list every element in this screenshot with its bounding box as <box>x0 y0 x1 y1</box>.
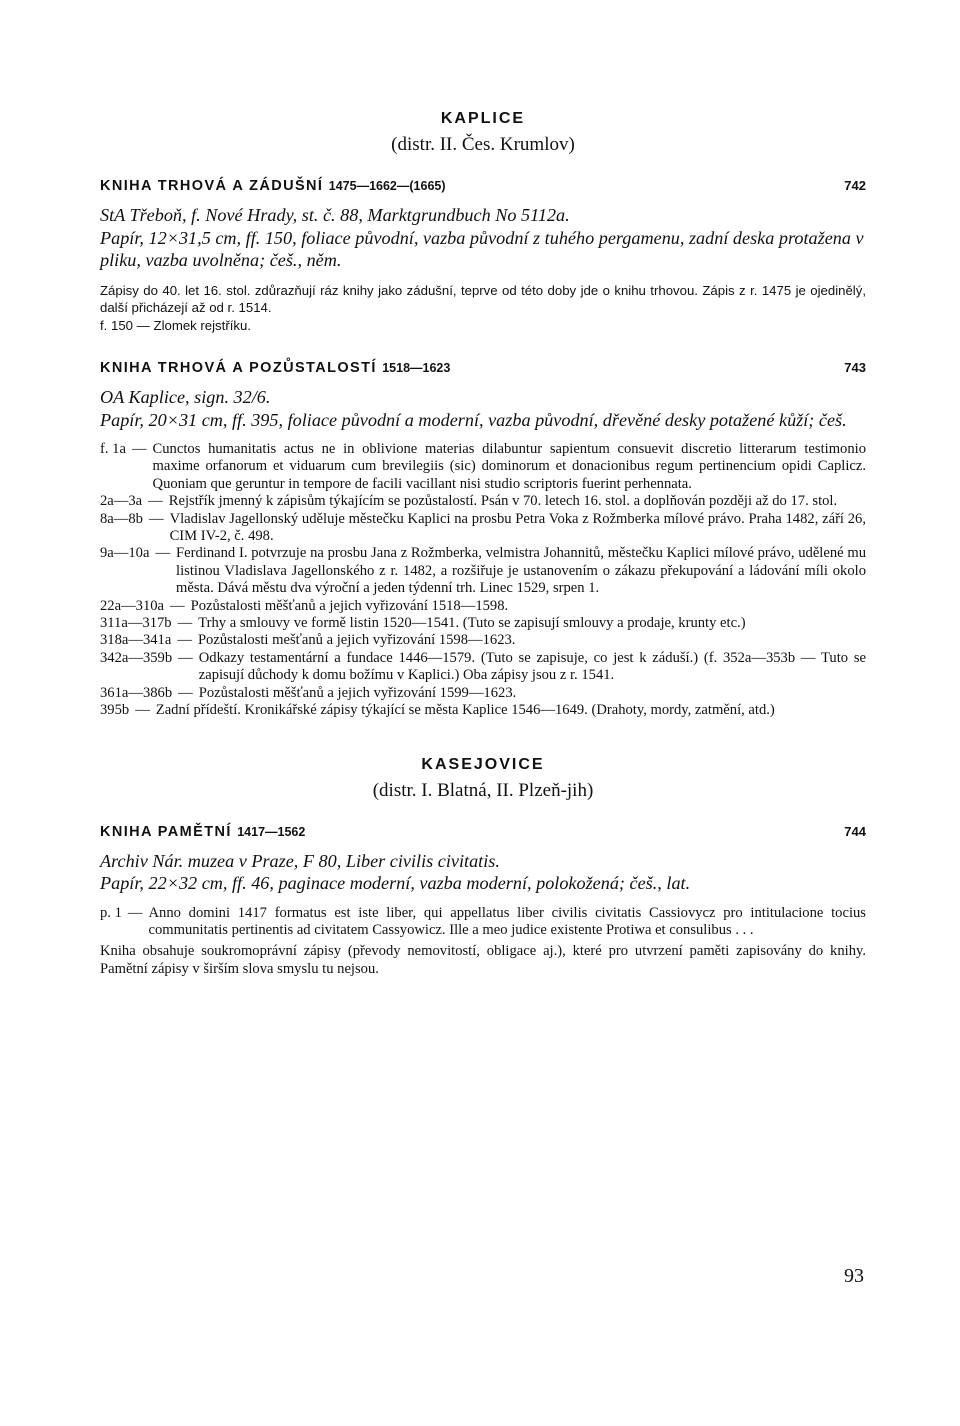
district-kasejovice: (distr. I. Blatná, II. Plzeň-jih) <box>372 779 594 801</box>
folio-reference: f. 1a <box>100 441 126 457</box>
folio-reference: 361a—386b <box>100 684 173 701</box>
folio-reference: 8a—8b <box>100 510 143 527</box>
folio-entries-743 <box>100 441 866 720</box>
book-years: 1417—1562 <box>237 824 306 839</box>
page-number: 93 <box>844 1265 864 1287</box>
book-years: 1475—1662—(1665) <box>328 179 446 193</box>
archive-reference: OA Kaplice, sign. 32/6. <box>100 387 271 407</box>
book-title: KNIHA TRHOVÁ A POZŮSTALOSTÍ <box>100 360 377 376</box>
town-heading-kasejovice: KASEJOVICE <box>421 755 545 773</box>
book-heading-742 <box>100 178 866 194</box>
folio-reference: 342a—359b <box>100 649 173 666</box>
folio-entry: 2a—3a — Rejstřík jmenný k zápisům týkajícím se pozůstalostí. Psán v 70. letech 16. stol. a doplňován později až do 17. stol. <box>100 493 866 510</box>
folio-entry: 395b — Zadní přídeští. Kronikářské zápisy týkající se města Kaplice 1546—1649. (Drahoty, mordy, zatmění, atd.) <box>100 702 866 719</box>
folio-text: Trhy a smlouvy ve formě listin 1520—1541. (Tuto se zapisují smlouvy a prodaje, krunty etc.) <box>198 615 746 632</box>
folio-reference: 9a—10a <box>100 545 150 562</box>
town-heading-kaplice: KAPLICE <box>440 110 526 127</box>
book-years: 1518—1623 <box>382 361 451 375</box>
book-source-742 <box>100 204 866 272</box>
folio-entry: 8a—8b — Vladislav Jagellonský uděluje městečku Kaplici na prosbu Petra Voka z Rožmberka mílové právo. Praha 1482, září 26, CIM IV-2, č. 498. <box>100 510 866 545</box>
folio-entry: 318a—341a — Pozůstalosti mešťanů a jejich vyřizování 1598—1623. <box>100 632 866 649</box>
folio-reference: 22a—310a <box>100 597 165 614</box>
folio-reference: 318a—341a <box>100 632 172 649</box>
book-source-744 <box>100 850 866 895</box>
book-heading-743 <box>100 360 866 376</box>
book-heading-744 <box>100 824 866 840</box>
book-source-743 <box>100 386 866 431</box>
archive-reference: Archiv Nár. muzea v Praze, F 80, Liber civilis civitatis. <box>100 850 500 871</box>
folio-entry: 22a—310a — Pozůstalosti měšťanů a jejich vyřizování 1518—1598. <box>100 598 866 615</box>
book-title: KNIHA PAMĚTNÍ <box>100 823 232 840</box>
note-paragraph: f. 150 — Zlomek rejstříku. <box>100 317 251 333</box>
closing-note: Kniha obsahuje soukromoprávní zápisy (převody nemovitostí, obligace aj.), které pro utvrzení paměti zapisovány do knihy. Pamětní zápisy v širším slova smyslu tu nejsou. <box>100 943 866 977</box>
folio-text: Cunctos humanitatis actus ne in oblivione materias dilabuntur sapientum consuevit discretio litterarum testimonio maxime orfanorum et viduarum cum brevilegiis (sic) dominorum et donacionibus regum pertinencium opidi Caplicz. Quoniam que geruntur in tempore de facili vacillant nisi studio scriptoris fuerint perhennata. <box>152 441 866 492</box>
page-content <box>100 110 866 979</box>
folio-entry: f. 1a — Cunctos humanitatis actus ne in oblivione materias dilabuntur sapientum consuevit discretio litterarum testimonio maxime orfanorum et viduarum cum brevilegiis (sic) dominorum et donacionibus regum pertinencium opidi Caplicz. Quoniam que geruntur in tempore de facili vacillant nisi studio scriptoris fuerint perhennata. <box>100 441 866 492</box>
folio-entry: 361a—386b — Pozůstalosti měšťanů a jejich vyřizování 1599—1623. <box>100 685 866 702</box>
folio-text: Rejstřík jmenný k zápisům týkajícím se pozůstalostí. Psán v 70. letech 16. stol. a doplňován později až do 17. stol. <box>168 493 838 510</box>
folio-entry: p. 1 — Anno domini 1417 formatus est iste liber, qui appellatus liber civilis civitatis Cassiovycz pro intitulacione tocius communitatis pertinentis ad civitatem Cassyowicz. Ille a meo judice existente Protiwa et consulibus . . . <box>100 904 866 938</box>
folio-text: Zadní přídeští. Kronikářské zápisy týkající se města Kaplice 1546—1649. (Drahoty, mordy, zatmění, atd.) <box>155 702 775 719</box>
district-kaplice: (distr. II. Čes. Krumlov) <box>391 134 575 155</box>
folio-text: Odkazy testamentární a fundace 1446—1579. (Tuto se zapisuje, co jest k záduší.) (f. 352a—353b — Tuto se zapisují důchody k domu božímu v Kaplici.) Oba zápisy jsou z r. 1541. <box>198 649 866 684</box>
book-title: KNIHA TRHOVÁ A ZÁDUŠNÍ <box>100 178 324 194</box>
folio-text: Vladislav Jagellonský uděluje městečku Kaplici na prosbu Petra Voka z Rožmberka mílové právo. Praha 1482, září 26, CIM IV-2, č. 498. <box>169 510 866 545</box>
book-number: 743 <box>844 360 866 375</box>
folio-entry: 342a—359b — Odkazy testamentární a fundace 1446—1579. (Tuto se zapisuje, co jest k záduší.) (f. 352a—353b — Tuto se zapisují důchody k domu božímu v Kaplici.) Oba zápisy jsou z r. 1541. <box>100 649 866 684</box>
folio-reference: 395b <box>100 702 130 719</box>
folio-reference: 2a—3a <box>100 493 143 510</box>
book-number: 742 <box>844 178 866 193</box>
folio-text: Pozůstalosti měšťanů a jejich vyřizování 1518—1598. <box>190 597 509 614</box>
folio-entries-744 <box>100 905 866 940</box>
folio-text: Ferdinand I. potvrzuje na prosbu Jana z Rožmberka, velmistra Johannitů, městečku Kaplici mílové právo, udělené mu listinou Vladislava Jagellonského z r. 1482, a rozšiřuje je ustanovením o zákazu překupování a ládování míli okolo města. Dává městu dva výroční a jeden týdenní trh. Linec 1529, srpen 1. <box>176 545 866 597</box>
physical-description: Papír, 20×31 cm, ff. 395, foliace původní a moderní, vazba původní, dřevěné desky potažené kůží; češ. <box>100 409 847 430</box>
folio-entry: 311a—317b — Trhy a smlouvy ve formě listin 1520—1541. (Tuto se zapisují smlouvy a prodaje, krunty etc.) <box>100 615 866 632</box>
archive-reference: StA Třeboň, f. Nové Hrady, st. č. 88, Marktgrundbuch No 5112a. <box>100 205 570 225</box>
folio-text: Anno domini 1417 formatus est iste liber, qui appellatus liber civilis civitatis Cassiovycz pro intitulacione tocius communitatis pertinentis ad civitatem Cassyowicz. Ille a meo judice existente Protiwa et consulibus . . . <box>148 904 866 938</box>
physical-description: Papír, 22×32 cm, ff. 46, paginace moderní, vazba moderní, polokožená; češ., lat. <box>100 873 691 893</box>
book-notes-742 <box>100 282 866 335</box>
folio-entry: 9a—10a — Ferdinand I. potvrzuje na prosbu Jana z Rožmberka, velmistra Johannitů, městečku Kaplici mílové právo, udělené mu listinou Vladislava Jagellonského z r. 1482, a rozšiřuje je ustanovením o zákazu překupování a ládování míli okolo města. Dává městu dva výroční a jeden týdenní trh. Linec 1529, srpen 1. <box>100 545 866 597</box>
folio-reference: 311a—317b <box>100 615 172 632</box>
folio-text: Pozůstalosti měšťanů a jejich vyřizování 1599—1623. <box>198 684 517 701</box>
note-paragraph: Zápisy do 40. let 16. stol. zdůrazňují ráz knihy jako zádušní, teprve od této doby jde o knihu trhovou. Zápis z r. 1475 je ojedinělý, další přicházejí až od r. 1514. <box>100 282 866 315</box>
folio-text: Pozůstalosti mešťanů a jejich vyřizování 1598—1623. <box>197 632 516 649</box>
folio-reference: p. 1 <box>100 904 122 921</box>
physical-description: Papír, 12×31,5 cm, ff. 150, foliace původní, vazba původní z tuhého pergamenu, zadní deska protažena v pliku, vazba uvolněna; češ., něm. <box>100 227 864 270</box>
book-number: 744 <box>844 823 866 839</box>
